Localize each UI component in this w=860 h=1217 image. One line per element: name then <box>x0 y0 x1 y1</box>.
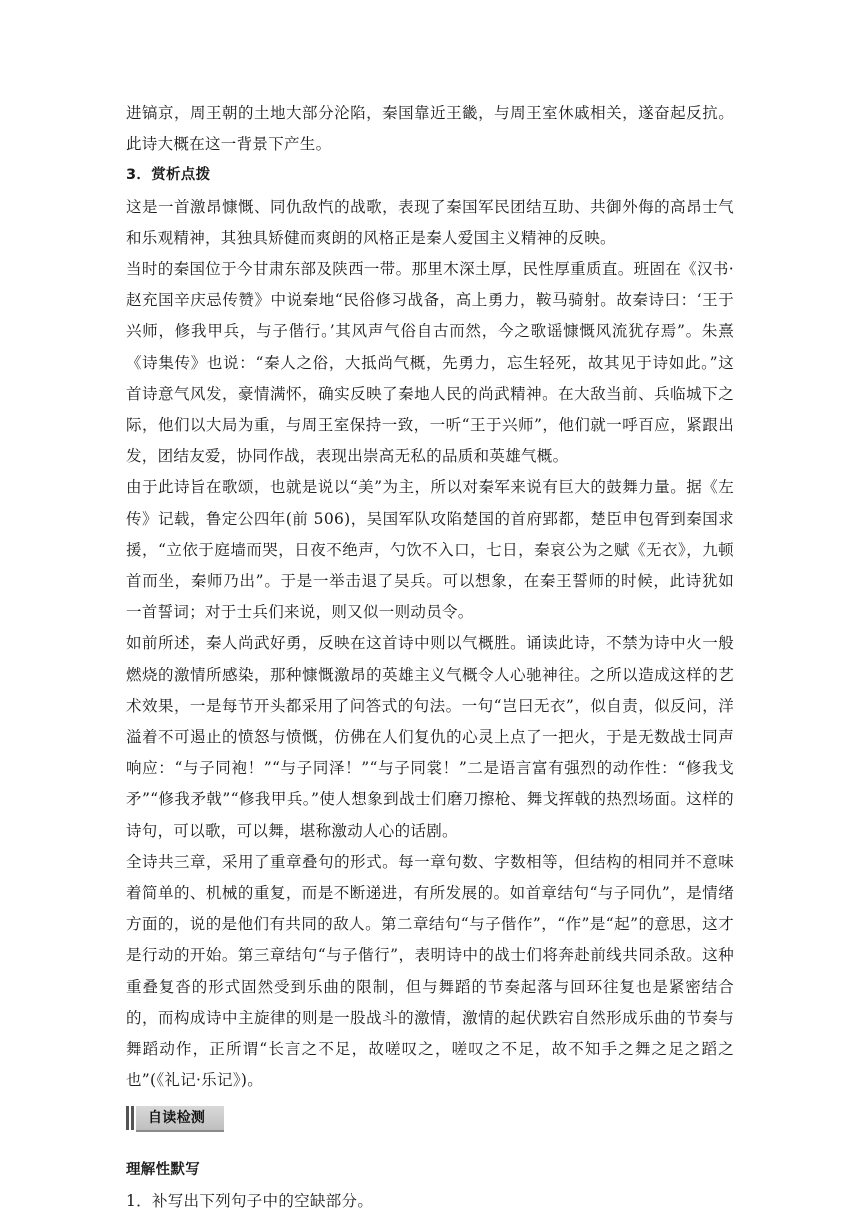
section-banner <box>126 1105 226 1131</box>
paragraph-intro: 进镐京，周王朝的土地大部分沦陷，秦国靠近王畿，与周王室休戚相关，遂奋起反抗。此诗大概在这一背景下产生。 <box>126 104 734 154</box>
document-body <box>126 98 734 1217</box>
paragraph: 如前所述，秦人尚武好勇，反映在这首诗中则以气概胜。诵读此诗，不禁为诗中火一般燃烧的激情所感染，那种慷慨激昂的英雄主义气概令人心驰神往。之所以造成这样的艺术效果，一是每节开头都采用了问答式的句法。一句“岂曰无衣”，似自责，似反问，洋溢着不可遏止的愤怒与愤慨，仿佛在人们复仇的心灵上点了一把火，于是无数战士同声响应：“与子同袍！”“与子同泽！”“与子同裳！”二是语言富有强烈的动作性：“修我戈矛”“修我矛戟”“修我甲兵。”使人想象到战士们磨刀擦枪、舞戈挥戟的热烈场面。这样的诗句，可以歌，可以舞，堪称激动人心的话剧。 <box>126 634 734 840</box>
paragraph: 全诗共三章，采用了重章叠句的形式。每一章句数、字数相等，但结构的相同并不意味着简单的、机械的重复，而是不断递进，有所发展的。如首章结句“与子同仇”，是情绪方面的，说的是他们有共同的敌人。第二章结句“与子偕作”，“作”是“起”的意思，这才是行动的开始。第三章结句“与子偕行”，表明诗中的战士们将奔赴前线共同杀敌。这种重叠复沓的形式固然受到乐曲的限制，但与舞蹈的节奏起落与回环往复也是紧密结合的，而构成诗中主旋律的则是一股战斗的激情，激情的起伏跌宕自然形成乐曲的节奏与舞蹈动作，正所谓“长言之不足，故嗟叹之，嗟叹之不足，故不知手之舞之足之蹈之也”(《礼记·乐记》)。 <box>126 852 734 1090</box>
paragraph: 这是一首激昂慷慨、同仇敌忾的战歌，表现了秦国军民团结互助、共御外侮的高昂士气和乐观精神，其独具矫健而爽朗的风格正是秦人爱国主义精神的反映。 <box>126 197 734 247</box>
paragraph: 当时的秦国位于今甘肃东部及陕西一带。那里木深土厚，民性厚重质直。班固在《汉书·赵充国辛庆忌传赞》中说秦地“民俗修习战备，高上勇力，鞍马骑射。故秦诗曰：‘王于兴师，修我甲兵，与子偕行。’其风声气俗自古而然，今之歌谣慷慨风流犹存焉”。朱熹《诗集传》也说：“秦人之俗，大抵尚气概，先勇力，忘生轻死，故其见于诗如此。”这首诗意气风发，豪情满怀，确实反映了秦地人民的尚武精神。在大敌当前、兵临城下之际，他们以大局为重，与周王室保持一致，一听“王于兴师”，他们就一呼百应，紧跟出发，团结友爱，协同作战，表现出崇高无私的品质和英雄气概。 <box>126 260 734 466</box>
banner-bar-icon <box>126 1106 129 1130</box>
banner-label: 自读检测 <box>148 1109 206 1126</box>
question-1: 1．补写出下列句子中的空缺部分。 <box>126 1191 374 1210</box>
banner-bar-icon <box>131 1106 134 1130</box>
subsection-heading: 理解性默写 <box>126 1161 200 1178</box>
section-heading-appreciation: 3．赏析点拨 <box>126 167 211 184</box>
paragraph: 由于此诗旨在歌颂，也就是说以“美”为主，所以对秦军来说有巨大的鼓舞力量。据《左传》记载，鲁定公四年(前 506)，吴国军队攻陷楚国的首府郢都，楚臣申包胥到秦国求援，“立依于庭墙而哭，日夜不绝声，勺饮不入口，七日，秦哀公为之赋《无衣》，九顿首而坐，秦师乃出”。于是一举击退了吴兵。可以想象，在秦王誓师的时候，此诗犹如一首誓词；对于士兵们来说，则又似一则动员令。 <box>126 478 734 622</box>
